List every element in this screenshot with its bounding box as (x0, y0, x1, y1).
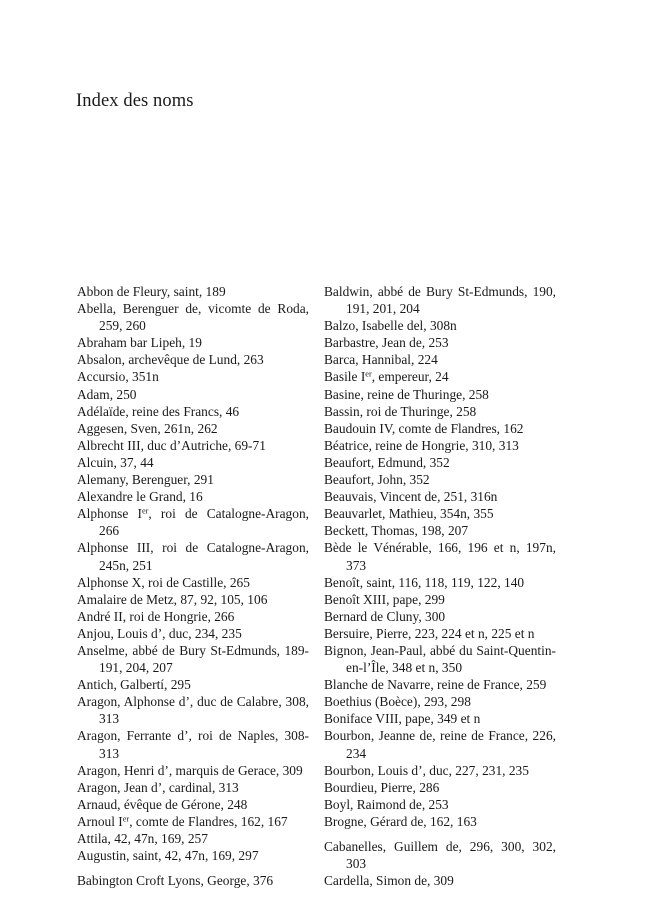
index-entry: Boniface VIII, pape, 349 et n (324, 711, 481, 727)
index-entry: Boyl, Raimond de, 253 (324, 796, 449, 812)
index-entry: Benoît, saint, 116, 118, 119, 122, 140 (324, 574, 525, 590)
index-entry: Bourbon, Jeanne de, reine de France, 226, 234 (324, 728, 556, 761)
index-entry: Alphonse Ier, roi de Catalogne-Aragon, 266 (77, 506, 309, 539)
index-entry: Abbon de Fleury, saint, 189 (77, 284, 226, 299)
index-entry: Amalaire de Metz, 87, 92, 105, 106 (77, 591, 268, 607)
index-entry: Abraham bar Lipeh, 19 (77, 335, 202, 351)
index-entry: Anselme, abbé de Bury St-Edmunds, 189-191, 204, 207 (77, 642, 309, 676)
index-entry: Beaufort, Edmund, 352 (324, 454, 450, 470)
index-entry: Beauvarlet, Mathieu, 354n, 355 (324, 506, 494, 522)
index-entry: Alcuin, 37, 44 (77, 454, 154, 470)
index-entry: Aragon, Ferrante d’, roi de Naples, 308-313 (77, 728, 309, 761)
index-entry: Bersuire, Pierre, 223, 224 et n, 225 et n (324, 625, 535, 641)
index-entry: Beckett, Thomas, 198, 207 (324, 523, 469, 539)
index-entry: Adam, 250 (77, 386, 137, 402)
index-entry: Alexandre le Grand, 16 (77, 489, 203, 505)
index-entry: Balzo, Isabelle del, 308n (324, 318, 457, 334)
index-entry: Baldwin, abbé de Bury St-Edmunds, 190, 191, 201, 204 (324, 284, 556, 317)
page-title: Index des noms (76, 91, 194, 111)
index-entry: Baudouin IV, comte de Flandres, 162 (324, 420, 524, 436)
index-entry: Aragon, Alphonse d’, duc de Calabre, 308, 313 (77, 694, 309, 727)
index-column-right (324, 283, 556, 889)
index-entry: Bignon, Jean-Paul, abbé du Saint-Quentin-en-l’Île, 348 et n, 350 (324, 642, 556, 676)
index-entry: Boethius (Boèce), 293, 298 (324, 694, 471, 710)
index-entry: Anjou, Louis d’, duc, 234, 235 (77, 625, 242, 641)
index-entry: Alemany, Berenguer, 291 (77, 472, 214, 488)
index-entry: Alphonse III, roi de Catalogne-Aragon, 245n, 251 (77, 540, 309, 573)
index-entry: Accursio, 351n (77, 369, 159, 385)
index-entry: Aragon, Henri d’, marquis de Gerace, 309 (77, 762, 303, 778)
index-entry: André II, roi de Hongrie, 266 (77, 608, 235, 624)
index-entry: Attila, 42, 47n, 169, 257 (77, 831, 208, 846)
index-entry: Bourdieu, Pierre, 286 (324, 779, 440, 795)
index-entry: Cabanelles, Guillem de, 296, 300, 302, 303 (324, 839, 556, 872)
index-entry: Arnoul Ier, comte de Flandres, 162, 167 (77, 813, 288, 829)
index-entry: Basine, reine de Thuringe, 258 (324, 386, 489, 402)
index-entry: Bassin, roi de Thuringe, 258 (324, 403, 477, 419)
index-entry: Absalon, archevêque de Lund, 263 (77, 352, 264, 368)
index-entry: Barca, Hannibal, 224 (324, 352, 438, 368)
index-entry: Blanche de Navarre, reine de France, 259 (324, 677, 547, 693)
index-entry: Beaufort, John, 352 (324, 472, 430, 488)
index-entry: Aggesen, Sven, 261n, 262 (77, 420, 218, 436)
index-entry: Bède le Vénérable, 166, 196 et n, 197n, 373 (324, 540, 556, 573)
index-entry: Basile Ier, empereur, 24 (324, 369, 449, 385)
index-column-left (77, 283, 309, 889)
index-entry: Barbastre, Jean de, 253 (324, 335, 449, 351)
index-entry: Benoît XIII, pape, 299 (324, 591, 445, 607)
index-entry: Antich, Galbertí, 295 (77, 677, 191, 693)
index-entry: Augustin, saint, 42, 47n, 169, 297 (77, 848, 259, 864)
index-entry: Cardella, Simon de, 309 (324, 873, 454, 889)
index-entry: Adélaïde, reine des Francs, 46 (77, 403, 240, 419)
index-entry: Babington Croft Lyons, George, 376 (77, 873, 274, 889)
index-entry: Beauvais, Vincent de, 251, 316n (324, 489, 498, 505)
index-entry: Arnaud, évêque de Gérone, 248 (77, 796, 248, 812)
index-entry: Béatrice, reine de Hongrie, 310, 313 (324, 437, 519, 453)
index-entry: Aragon, Jean d’, cardinal, 313 (77, 779, 239, 795)
index-entry: Bourbon, Louis d’, duc, 227, 231, 235 (324, 762, 529, 778)
index-entry: Bernard de Cluny, 300 (324, 608, 446, 624)
index-entry: Brogne, Gérard de, 162, 163 (324, 813, 477, 829)
index-entry: Abella, Berenguer de, vicomte de Roda, 259, 260 (77, 301, 309, 334)
index-entry: Albrecht III, duc d’Autriche, 69-71 (77, 437, 266, 453)
index-entry: Alphonse X, roi de Castille, 265 (77, 574, 250, 590)
